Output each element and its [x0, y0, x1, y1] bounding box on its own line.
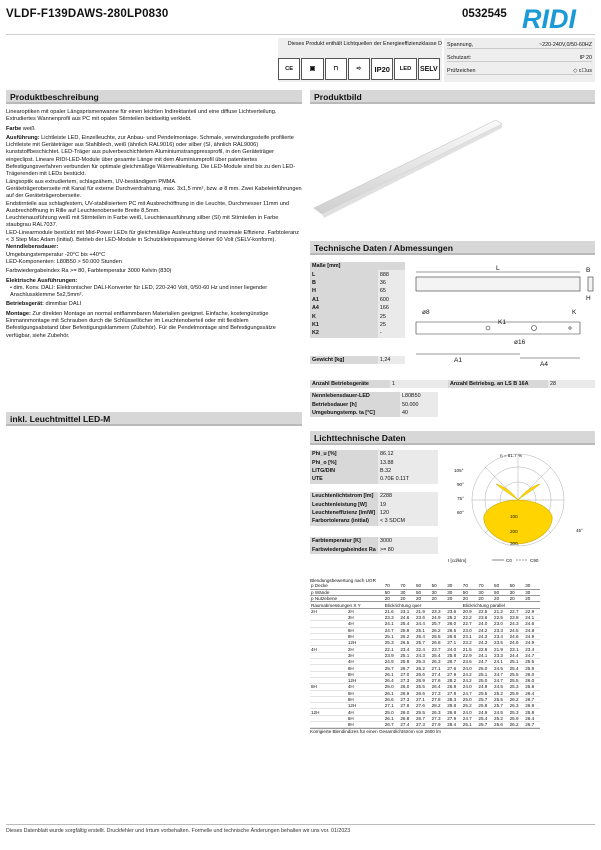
- ugr-reflectance-row: p Decke 70 70 50 50 30 70 70 50 50 30: [310, 583, 540, 589]
- dim-label-K1: K1: [498, 319, 506, 326]
- product-model: VLDF-F139DAWS-280LP0830: [6, 8, 169, 20]
- table-row: Leuchteneffizienz [lm/W] 120: [310, 509, 438, 517]
- color-values-table: [310, 537, 438, 554]
- dim-label-A1: A1: [454, 357, 462, 364]
- hook-icon: ⊓: [325, 58, 347, 80]
- dim-label-B: B: [586, 267, 591, 274]
- ugr-table: Blendungsbewertung nach UGR p Decke 70 70 50 50 30 70 70 50 50 30 p Wände 50 30 50 30 30 50 30 50 30 30 p Nutzebene 20 20 20 20 20 20 20 20 20 20 Raumabmessungen X Y Blickrichtung quer Blickrichtung parallel 2H 2H 21.6 23.1 21.9 23.3 23.6 20.9 22.5 21.2 22.7 22.9 3H 23.3 24.6 23.6 24.9 25.2 22.2 23.6 22.5 23.8 24.1 4H 24.1 25.4 24.4 25.7 26.0 22.7 24.0 23.0 24.3 24.6 6H 24.7 25.9 25.1 26.2 26.5 23.0 24.2 23.3 24.5 24.8 8H 25.1 26.2 25.4 26.5 26.8 23.1 24.3 23.4 24.6 24.9 12H 25.3 26.5 25.7 26.8 27.1 23.2 24.3 23.5 24.6 24.9 4H 2H 22.1 23.4 22.4 23.7 24.0 21.5 22.8 21.9 23.1 23.4 3H 23.9 25.1 24.3 25.4 25.8 22.9 24.1 23.3 24.4 24.7 4H 24.9 25.9 25.3 26.3 26.7 23.6 24.7 24.1 25.1 25.5 6H 25.7 26.7 26.2 27.1 27.6 24.0 25.0 24.5 25.4 25.9 8H 26.1 27.0 26.6 27.4 27.9 24.2 25.1 24.7 25.5 26.0 12H 26.4 27.3 26.9 27.6 28.2 24.2 25.0 24.7 25.5 26.0 8H 4H 25.0 26.0 25.5 26.4 26.8 24.0 24.9 24.5 25.3 25.8 6H 26.1 26.9 26.6 27.3 27.8 24.7 25.5 25.2 25.9 26.4 8H 26.6 27.3 27.1 27.8 28.3 25.0 25.7 25.5 26.2 26.7 12H 27.1 27.8 27.6 28.2 28.8 25.2 25.8 25.7 26.3 26.9 12H 4H 25.0 26.0 25.5 26.3 26.8 24.0 24.9 24.5 25.3 25.8 6H 26.1 26.8 26.7 27.3 27.9 24.7 25.4 25.2 25.9 26.4 8H 26.7 27.4 27.3 27.9 28.4 25.1 25.7 25.6 26.2 26.7 Korrigierte Blendindizes für einen Gesamtlichtstrom von 2600 lm: [310, 578, 540, 734]
- ce-mark-icon: CE: [278, 58, 300, 80]
- polar-angle-45: 45°: [576, 528, 583, 533]
- counts-table: [310, 380, 595, 388]
- ugr-data-row: 8H 26.1 27.0 26.6 27.4 27.9 24.2 25.1 24.7 25.5 26.0: [310, 671, 540, 677]
- dimension-drawing: [410, 262, 595, 374]
- dim-label-L: L: [496, 265, 500, 272]
- ip20-icon: IP20: [371, 58, 393, 80]
- dimensions-table: Maße [mm] L 888 B 36 H 65 A1 600 A4 166 K 25 K1 25 K2 - Gewicht [kg] 1,24: [310, 262, 405, 364]
- polar-radius-300: 300: [510, 541, 518, 546]
- brand-logo: [520, 3, 596, 31]
- protection-class-icon: ▣: [301, 58, 323, 80]
- table-row: A1 600: [310, 296, 405, 304]
- life-table: [310, 392, 438, 417]
- polar-angle-75: 75°: [457, 496, 464, 501]
- section-description: Produktbeschreibung: [6, 90, 302, 104]
- table-row: Farbtemperatur [K] 3000: [310, 537, 438, 545]
- led-arrow-icon: ➪: [348, 58, 370, 80]
- dim-label-K: K: [572, 309, 577, 316]
- spec-row: Prüfzeichen ◇ c☐us: [447, 68, 592, 74]
- polar-c0: C0: [506, 558, 512, 563]
- dim-label-phi16: ø16: [514, 339, 526, 346]
- table-row: Nennlebensdauer-LED L80B50: [310, 392, 438, 400]
- ugr-data-row: 6H 26.1 26.9 26.6 27.3 27.8 24.7 25.5 25.2 25.9 26.4: [310, 690, 540, 696]
- dim-label-phi8: ø8: [422, 309, 430, 316]
- ugr-data-row: 12H 25.3 26.5 25.7 26.8 27.1 23.2 24.3 23.5 24.6 24.9: [310, 640, 540, 646]
- ugr-data-row: 8H 26.6 27.3 27.1 27.8 28.3 25.0 25.7 25.5 26.2 26.7: [310, 696, 540, 702]
- polar-radius-100: 100: [510, 514, 518, 519]
- spec-row: Schutzart: IP 20: [447, 55, 592, 61]
- ugr-data-row: 8H 25.1 26.2 25.4 26.5 26.8 23.1 24.3 23.4 24.6 24.9: [310, 633, 540, 639]
- table-row: Umgebungstemp. ta [°C] 40: [310, 409, 438, 417]
- dim-label-H: H: [586, 295, 591, 302]
- energy-note: Dieses Produkt enthält Lichtquellen der Energieeffizienzklasse D: [287, 41, 442, 47]
- polar-angle-105: 105°: [454, 468, 464, 473]
- ugr-data-row: 6H 24.7 25.9 25.1 26.2 26.5 23.0 24.2 23.3 24.5 24.8: [310, 627, 540, 633]
- ugr-subheader: Raumabmessungen X Y Blickrichtung quer Blickrichtung parallel: [310, 602, 540, 608]
- photometric-table: [310, 450, 438, 484]
- polar-light-distribution: [444, 450, 595, 570]
- table-row: Leuchtenlichtstrom [lm] 2288: [310, 492, 438, 500]
- luminaire-values-table: [310, 492, 438, 526]
- ugr-data-row: 12H 26.4 27.3 26.9 27.6 28.2 24.2 25.0 24.7 25.5 26.0: [310, 677, 540, 683]
- table-row: Anzahl Betriebsgeräte 1 Anzahl Betriebsg. an LS B 16A 28: [310, 380, 595, 388]
- ugr-data-row: 12H 27.1 27.8 27.6 28.2 28.8 25.2 25.8 25.7 26.3 26.9: [310, 703, 540, 709]
- certification-icons: [278, 58, 440, 80]
- table-row: Phi_u [%] 86.12: [310, 450, 438, 458]
- ugr-data-row: 6H 26.1 26.8 26.7 27.3 27.9 24.7 25.4 25.2 25.9 26.4: [310, 715, 540, 721]
- section-image: Produktbild: [310, 90, 595, 104]
- table-row: H 65: [310, 287, 405, 295]
- ugr-data-row: 2H 2H 21.6 23.1 21.9 23.3 23.6 20.9 22.5 21.2 22.7 22.9: [310, 608, 540, 614]
- table-row: UTE 0.70E 0.11T: [310, 475, 438, 483]
- table-row: K 25: [310, 312, 405, 320]
- ugr-data-row: 8H 26.7 27.4 27.3 27.9 28.4 25.1 25.7 25.6 26.2 26.7: [310, 722, 540, 728]
- led-icon: LED: [394, 58, 416, 80]
- table-row: Farbortoleranz (initial) < 3 SDCM: [310, 517, 438, 525]
- ugr-reflectance-row: p Wände 50 30 50 30 30 50 30 50 30 30: [310, 589, 540, 595]
- table-row: Phi_o [%] 13.88: [310, 458, 438, 466]
- ugr-data-row: 4H 24.1 25.4 24.4 25.7 26.0 22.7 24.0 23.0 24.3 24.6: [310, 621, 540, 627]
- table-row: B 36: [310, 279, 405, 287]
- ugr-data-row: 8H 4H 25.0 26.0 25.5 26.4 26.8 24.0 24.9 24.5 25.3 25.8: [310, 684, 540, 690]
- article-number: 0532545: [462, 8, 507, 20]
- table-row: Gewicht [kg] 1,24: [310, 356, 405, 364]
- electrical-spec-box: [444, 38, 595, 82]
- description-body: Linearoptiken mit opaler Längsprismenwanne für einen leichten Indirektanteil und eine diffuse Lichtverteilung. Extrudiertes Wannenprofil aus PC mit opalen Stirnteilen beidseitig verklebt. Farbe weiß Ausführung: Lichtleiste LED, Einzelleuchte, zur Anbau- und Pendelmontage. Schmale, verwindungssteife profilierte Lichtleiste mit Geräteträger aus Stahlblech, weiß (ähnlich RAL9016) oder silber (SI, ähnlich RAL9006) kunststoffbeschichtet. LED-Träger aus pulverbeschichtetem Aluminiumstrangpressprofil, in den Geräteträger eingeclipst. Lineare RIDI-LED-Module über gesamte Länge mit dem Aluminiumprofil über patentiertes Befestigungsverfahren verbunden für optimale gleichmäßige Wärmeableitung. Die LED-Module sind bis zu den LED-Trägerenden mit LEDs bestückt. Längsoptik aus extrudiertem, schlagzähem, UV-beständigem PMMA. Geräteträgeroberseite mit Kanal für externe Durchverdrahtung, max. 3x1,5 mm², bzw. ø 8 mm. Zwei Kabeleinführungen auf der Geräteträgeroberseite. Endstirnteile aus schlagfestem, UV-stabilisiertem PC mit Ausbrechöffnung in die Leuchte, Durchmesser 11mm und Ausbrechöffnung in Rille auf Leuchtenoberseite Breite 8,5mm. Leuchtenausführung weiß mit Stirnteilen in Farbe weiß, Leuchtenausführung silber (SI) mit Stirnteilen in Farbe staubgrau RAL7037. LED-Linearmodule bestückt mit Mid-Power LEDs für gleichmäßige Ausleuchtung und maximale Effizienz. Farbtoleranz < 3 Step Mac Adam (initial). Betrieb der LED-Module in Schutzkleinspannung kleiner 60 Volt (SELV-konform). Nenndlebensdauer: Umgebungstemperatur -20°C bis +40°C LED-Komponenten: L80B50 > 50.000 Stunden Farbwiedergabeindex Ra >= 80, Farbtemperatur 3000 Kelvin (830) Elektrische Ausführungen: • dim. Konv. DALI: Elektronischer DALI-Konverter für LED, 220-240 Volt, 0/50-60 Hz und inner liegender Anschlussklemme 5x2,5mm². Betriebsgerät: dimmbar DALI Montage: Zur direkten Montage an normal entflammbaren Materialien geeignet. Einfache, kostengünstige Einmannmontage mit Schrauben durch die Schlüssellöcher im Leuchtenoberteil oder mit flexiblem Befestigungsabstand über Befestigungsklammern (Zubehör). Für die Pendelmontage sind Befestigungssätze verfügbar, siehe Zubehör.: [6, 109, 302, 339]
- ugr-data-row: 3H 23.3 24.6 23.6 24.9 25.2 22.2 23.6 22.5 23.8 24.1: [310, 614, 540, 620]
- table-row: LITG/DIN B.32: [310, 467, 438, 475]
- polar-angle-90: 90°: [457, 482, 464, 487]
- ugr-reflectance-row: p Nutzebene 20 20 20 20 20 20 20 20 20 20: [310, 596, 540, 602]
- table-row: Farbwiedergabeindex Ra >= 80: [310, 545, 438, 553]
- header-rule: [6, 34, 595, 35]
- selv-icon: SELV: [418, 58, 440, 80]
- polar-unit: I [cd/klm]: [448, 558, 467, 563]
- table-row: L 888: [310, 270, 405, 278]
- section-lamp: inkl. Leuchtmittel LED-M: [6, 412, 302, 426]
- section-photometric: Lichttechnische Daten: [310, 431, 595, 445]
- ugr-data-row: 12H 4H 25.0 26.0 25.5 26.3 26.8 24.0 24.9 24.5 25.3 25.8: [310, 709, 540, 715]
- svg-text:RIDI: RIDI: [522, 4, 576, 31]
- table-row: Betriebsdauer [h] 50.000: [310, 400, 438, 408]
- footer-rule: [6, 824, 595, 825]
- ugr-data-row: 4H 2H 22.1 23.4 22.4 23.7 24.0 21.5 22.8 21.9 23.1 23.4: [310, 646, 540, 652]
- ugr-data-row: 3H 23.9 25.1 24.3 25.4 25.8 22.9 24.1 23.3 24.4 24.7: [310, 652, 540, 658]
- product-photo: [310, 108, 580, 236]
- footer-disclaimer: Dieses Datenblatt wurde sorgfältig erstellt. Druckfehler und Irrtum vorbehalten. Formelle und technische Änderungen behalten wir uns vor. 01/2023: [6, 828, 351, 834]
- polar-angle-60: 60°: [457, 510, 464, 515]
- dim-label-A4: A4: [540, 361, 548, 368]
- polar-c90: C90: [530, 558, 539, 563]
- ugr-data-row: 4H 24.9 25.9 25.3 26.3 26.7 23.6 24.7 24.1 25.1 25.5: [310, 659, 540, 665]
- polar-efficiency: η = 81.7 %: [500, 453, 523, 458]
- polar-radius-200: 200: [510, 529, 518, 534]
- table-row: K2 -: [310, 329, 405, 337]
- table-row: A4 166: [310, 304, 405, 312]
- table-row: Leuchtenleistung [W] 19: [310, 500, 438, 508]
- table-row: K1 25: [310, 321, 405, 329]
- ugr-data-row: 6H 25.7 26.7 26.2 27.1 27.6 24.0 25.0 24.5 25.4 25.9: [310, 665, 540, 671]
- section-tech: Technische Daten / Abmessungen: [310, 241, 595, 255]
- spec-row: Spannung, ~220-240V,0/50-60HZ: [447, 42, 592, 48]
